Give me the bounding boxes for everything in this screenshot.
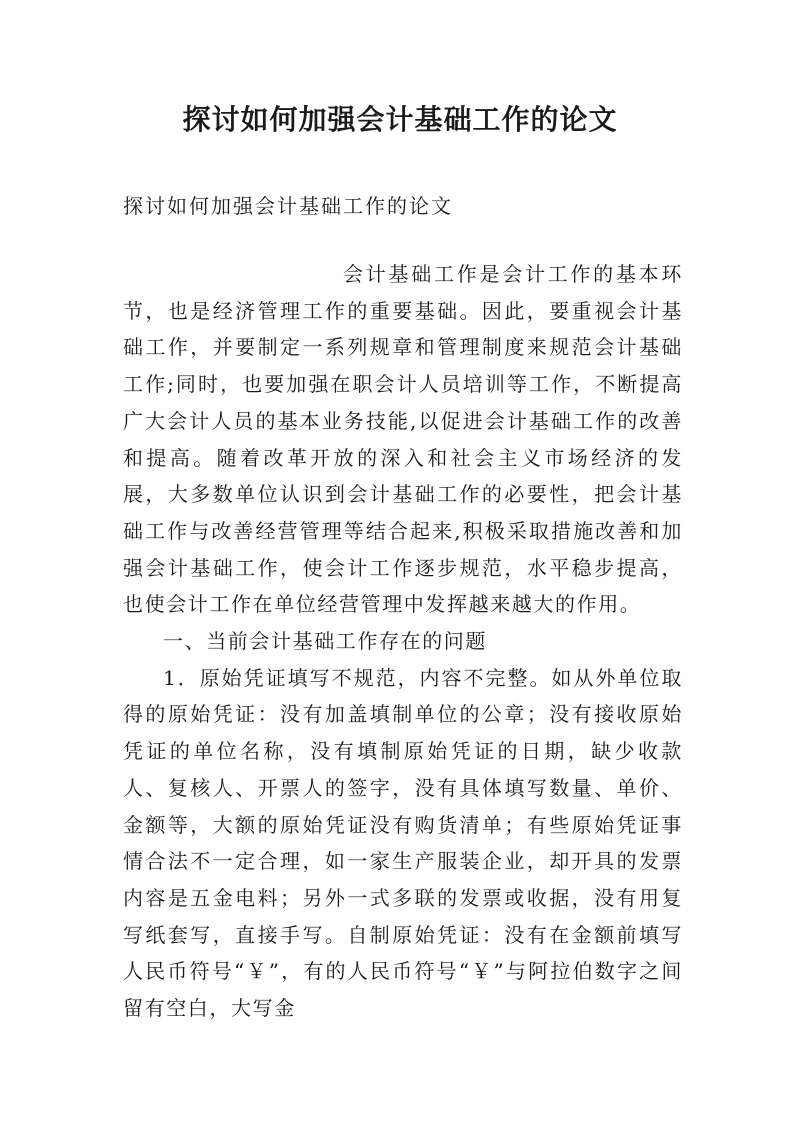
document-title: 探讨如何加强会计基础工作的论文 bbox=[182, 103, 618, 136]
document-body bbox=[123, 256, 683, 1027]
document-subtitle: 探讨如何加强会计基础工作的论文 bbox=[123, 194, 453, 218]
section-heading: 一、当前会计基础工作存在的问题 bbox=[163, 629, 487, 654]
paragraph-intro: 会计基础工作是会计工作的基本环节，也是经济管理工作的重要基础。因此，要重视会计基础工作，并要制定一系列规章和管理制度来规范会计基础工作;同时，也要加强在职会计人员培训等工作，不断提高广大会计人员的基本业务技能,以促进会计基础工作的改善和提高。随着改革开放的深入和社会主义市场经济的发展，大多数单位认识到会计基础工作的必要性，把会计基础工作与改善经营管理等结合起来,积极采取措施改善和加强会计基础工作，使会计工作逐步规范，水平稳步提高，也使会计工作在单位经营管理中发挥越来越大的作用。 bbox=[123, 262, 683, 617]
paragraph-item-1: 1．原始凭证填写不规范，内容不完整。如从外单位取得的原始凭证：没有加盖填制单位的公章；没有接收原始凭证的单位名称，没有填制原始凭证的日期，缺少收款人、复核人、开票人的签字，没有具体填写数量、单价、金额等，大额的原始凭证没有购货清单；有些原始凭证事情合法不一定合理，如一家生产服装企业，却开具的发票内容是五金电料；另外一式多联的发票或收据，没有用复写纸套写，直接手写。自制原始凭证：没有在金额前填写人民币符号“￥”，有的人民币符号“￥”与阿拉伯数字之间留有空白，大写金 bbox=[123, 665, 683, 1021]
